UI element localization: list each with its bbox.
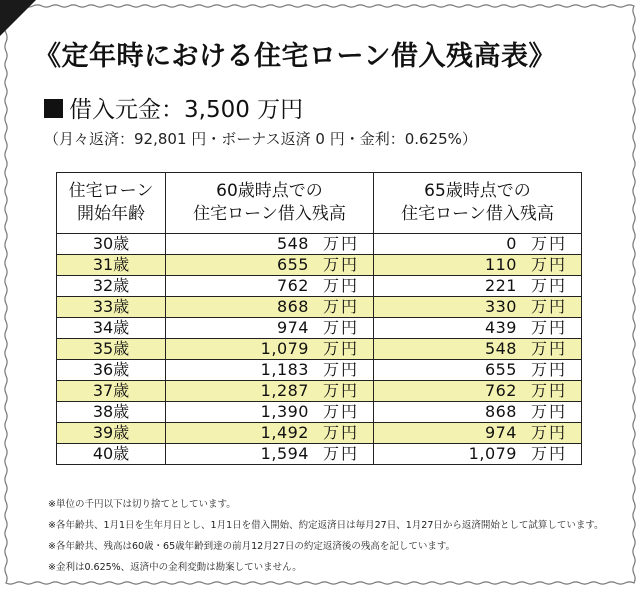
cell-balance-65 [374, 423, 582, 444]
cell-balance-65 [374, 381, 582, 402]
unit-label: 万円 [322, 381, 359, 400]
balance-value: 762 [484, 381, 517, 400]
cell-start-age: 40歳 [57, 444, 166, 465]
footnote-line: ※各年齢共、1月1日を生年月日とし、1月1日を借入開始、約定返済日は毎月27日、1月27日から返済開始として試算しています。 [48, 520, 604, 531]
table-row [57, 297, 582, 318]
header-balance-65 [374, 173, 582, 234]
cell-start-age: 33歳 [57, 297, 166, 318]
cell-start-age: 38歳 [57, 402, 166, 423]
unit-label: 万円 [322, 234, 359, 253]
page-title: 《定年時における住宅ローン借入残高表》 [34, 41, 556, 72]
cell-balance-65 [374, 255, 582, 276]
balance-value: 655 [276, 255, 309, 274]
balance-value: 1,492 [260, 423, 309, 442]
balance-value: 1,183 [260, 360, 309, 379]
square-bullet-icon [44, 99, 63, 118]
unit-label: 万円 [530, 297, 567, 316]
unit-label: 万円 [322, 444, 359, 463]
cell-balance-60 [166, 444, 374, 465]
cell-balance-60 [166, 297, 374, 318]
footnote-line: ※金利は0.625%、返済中の金利変動は勘案していません。 [48, 562, 302, 573]
unit-label: 万円 [322, 255, 359, 274]
header-line: 開始年齢 [77, 204, 145, 224]
table-row [57, 339, 582, 360]
footnote-line: ※各年齢共、残高は60歳・65歳年齢到達の前月12月27日の約定返済後の残高を記しています。 [48, 541, 456, 552]
table-row [57, 423, 582, 444]
balance-value: 1,287 [260, 381, 309, 400]
table-row [57, 381, 582, 402]
table-row [57, 402, 582, 423]
header-line: 住宅ローン [68, 181, 154, 201]
cell-balance-65 [374, 276, 582, 297]
cell-balance-65 [374, 402, 582, 423]
balance-value: 655 [484, 360, 517, 379]
cell-balance-60 [166, 360, 374, 381]
principal-line [44, 91, 303, 124]
cell-balance-60 [166, 423, 374, 444]
header-line: 住宅ローン借入残高 [401, 204, 554, 224]
unit-label: 万円 [530, 318, 567, 337]
conditions-line: （月々返済：92,801 円・ボーナス返済 0 円・金利：0.625%） [44, 130, 477, 148]
cell-start-age: 39歳 [57, 423, 166, 444]
unit-label: 万円 [530, 402, 567, 421]
unit-label: 万円 [530, 234, 567, 253]
table-row [57, 234, 582, 255]
header-line: 65歳時点での [424, 181, 531, 201]
cell-balance-60 [166, 234, 374, 255]
cell-balance-65 [374, 234, 582, 255]
balance-value: 762 [276, 276, 309, 295]
table-row [57, 318, 582, 339]
cell-balance-60 [166, 276, 374, 297]
cell-start-age: 31歳 [57, 255, 166, 276]
balance-value: 974 [276, 318, 309, 337]
balance-value: 868 [484, 402, 517, 421]
unit-label: 万円 [530, 360, 567, 379]
table-row [57, 276, 582, 297]
cell-balance-65 [374, 339, 582, 360]
header-line: 住宅ローン借入残高 [193, 204, 346, 224]
unit-label: 万円 [322, 360, 359, 379]
cell-start-age: 34歳 [57, 318, 166, 339]
header-balance-60 [166, 173, 374, 234]
cell-balance-60 [166, 381, 374, 402]
table-row [57, 444, 582, 465]
header-line: 60歳時点での [216, 181, 323, 201]
table-header-row [57, 173, 582, 234]
balance-value: 548 [276, 234, 309, 253]
cell-start-age: 30歳 [57, 234, 166, 255]
unit-label: 万円 [530, 255, 567, 274]
cell-balance-60 [166, 255, 374, 276]
unit-label: 万円 [530, 339, 567, 358]
footnotes [48, 494, 604, 578]
cell-start-age: 35歳 [57, 339, 166, 360]
balance-value: 974 [484, 423, 517, 442]
cell-balance-65 [374, 360, 582, 381]
unit-label: 万円 [530, 444, 567, 463]
balance-value: 0 [506, 234, 517, 253]
unit-label: 万円 [530, 423, 567, 442]
balance-value: 1,594 [260, 444, 309, 463]
corner-triangle [0, 0, 36, 36]
principal-text: 借入元金：3,500 万円 [69, 97, 304, 123]
balance-value: 221 [484, 276, 517, 295]
balance-value: 1,390 [260, 402, 309, 421]
cell-start-age: 32歳 [57, 276, 166, 297]
unit-label: 万円 [322, 297, 359, 316]
balance-value: 110 [484, 255, 517, 274]
balance-value: 868 [276, 297, 309, 316]
unit-label: 万円 [322, 402, 359, 421]
balance-value: 330 [484, 297, 517, 316]
cell-balance-60 [166, 402, 374, 423]
balance-table [56, 172, 582, 465]
cell-start-age: 36歳 [57, 360, 166, 381]
cell-balance-60 [166, 318, 374, 339]
unit-label: 万円 [322, 276, 359, 295]
unit-label: 万円 [322, 423, 359, 442]
cell-balance-65 [374, 444, 582, 465]
header-start-age [57, 173, 166, 234]
unit-label: 万円 [530, 276, 567, 295]
table-row [57, 255, 582, 276]
balance-value: 1,079 [468, 444, 517, 463]
cell-balance-65 [374, 318, 582, 339]
cell-start-age: 37歳 [57, 381, 166, 402]
unit-label: 万円 [322, 339, 359, 358]
unit-label: 万円 [322, 318, 359, 337]
cell-balance-60 [166, 339, 374, 360]
table-row [57, 360, 582, 381]
balance-value: 1,079 [260, 339, 309, 358]
unit-label: 万円 [530, 381, 567, 400]
balance-value: 439 [484, 318, 517, 337]
balance-value: 548 [484, 339, 517, 358]
cell-balance-65 [374, 297, 582, 318]
footnote-line: ※単位の千円以下は切り捨てとしています。 [48, 499, 236, 510]
table-body [57, 234, 582, 465]
